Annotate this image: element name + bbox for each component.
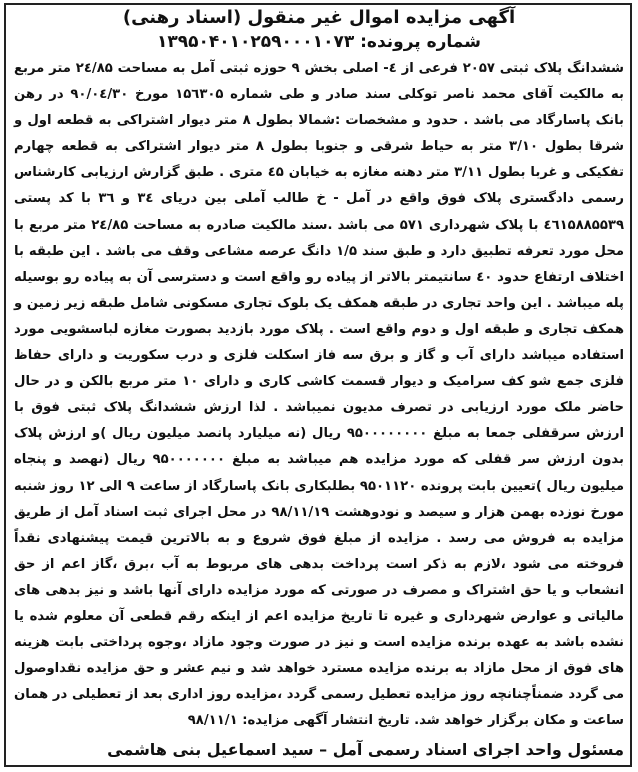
notice-title: آگهی مزایده اموال غیر منقول (اسناد رهنی) <box>122 7 516 28</box>
notice-body: ششدانگ پلاک ثبتی ۲۰۵۷ فرعی از ٤- اصلی بخش ۹ حوزه ثبتی آمل به مساحت ۲٤/۸۵ متر مربع به مالکیت آقای محمد ناصر توکلی سند صادر و طی شماره ۱۵٦۳۰۵ مورخ ۹۰/۰٤/۳۰ در رهن بانک پاسارگاد می باشد . حدود و مشخصات :شمالا بطول ۸ متر دیوار اشتراکی به قطعه اول و شرقا بطول ۳/۱۰ متر به حیاط شرقی و جنوبا بطول ۸ متر دیوار اشتراکی به قطعه چهارم تفکیکی و غربا بطول ۳/۱۱ متر دهنه مغازه به خیابان ٤۵ متری . طبق گزارش ارزیابی کارشناس رسمی دادگستری پلاک فوق واقع در آمل - خ طالب آملی بین دریای ۳٤ و ۳٦ با کد پستی ٤٦۱۵۸۸۵۵۳۹ با پلاک شهرداری ۵۷۱ می باشد .سند مالکیت صادره به مساحت ۲٤/۸۵ متر مربع با محل مورد تعرفه تطبیق دارد و طبق سند ۱/۵ دانگ عرصه مشاعی وقف می باشد . این طبقه با اختلاف ارتفاع حدود ٤۰ سانتیمتر بالاتر از پیاده رو واقع است و دسترسی آن به پیاده رو بوسیله پله میباشد . این واحد تجاری در طبقه همکف یک بلوک تجاری مسکونی شامل طبقه زیر زمین و همکف تجاری و طبقه اول و دوم واقع است . پلاک مورد بازدید بصورت مغازه لباسشویی مورد استفاده میباشد دارای آب و گاز و برق سه فاز اسکلت فلزی و درب سکوریت و دارای حفاظ فلزی جمع شو کف سرامیک و دیوار قسمت کاشی کاری و دارای ۱۰ متر مربع بالکن و در حال حاضر ملک مورد ارزیابی در تصرف مدیون نمیباشد . لذا ارزش ششدانگ پلاک ثبتی فوق با ارزش سرقفلی جمعا به مبلغ ۹۵۰۰۰۰۰۰۰۰ ریال (نه میلیارد پانصد میلیون ریال )و ارزش پلاک بدون ارزش سر قفلی که مورد مزایده هم میباشد به مبلغ ۹۵۰۰۰۰۰۰۰ ریال (نهصد و پنجاه میلیون ریال )تعیین بابت پرونده ۹۵۰۱۱۲۰ بطلبکاری بانک پاسارگاد از ساعت ۹ الی ۱۲ روز شنبه مورخ نوزده بهمن هزار و سیصد و نودوهشت ۹۸/۱۱/۱۹ در محل اجرای ثبت اسناد آمل از طریق مزایده به فروش می رسد . مزایده از مبلغ فوق شروع و به بالاترین قیمت پیشنهادی نقداً فروخته می شود ،لازم به ذکر است پرداخت بدهی های مربوط به آب ،برق ،گاز اعم از حق انشعاب و یا حق اشتراک و مصرف در صورتی که مورد مزایده دارای آنها باشد و نیز بدهی های مالیاتی و عوارض شهرداری و غیره تا تاریخ مزایده اعم از اینکه رقم قطعی آن معلوم شده یا نشده باشد به عهده برنده مزایده است و نیز در صورت وجود مازاد ،وجوه پرداختی بابت هزینه های فوق از محل مازاد به برنده مزایده مسترد خواهد شد و نیم عشر و حق مزایده نقداوصول می گردد ضمناًچنانچه روز مزایده تعطیل رسمی گردد ،مزایده روز اداری بعد از تعطیلی در همان ساعت و مکان برگزار خواهد شد. تاریخ انتشار آگهی مزایده: ۹۸/۱۱/۱ <box>14 61 625 729</box>
signature-line: مسئول واحد اجرای اسناد رسمی آمل – سید اسماعیل بنی هاشمی <box>107 740 624 759</box>
auction-notice <box>14 6 624 734</box>
file-number: شماره پرونده: ۱۳۹۵۰۴۰۱۰۲۵۹۰۰۰۱۰۷۳ <box>157 32 481 52</box>
